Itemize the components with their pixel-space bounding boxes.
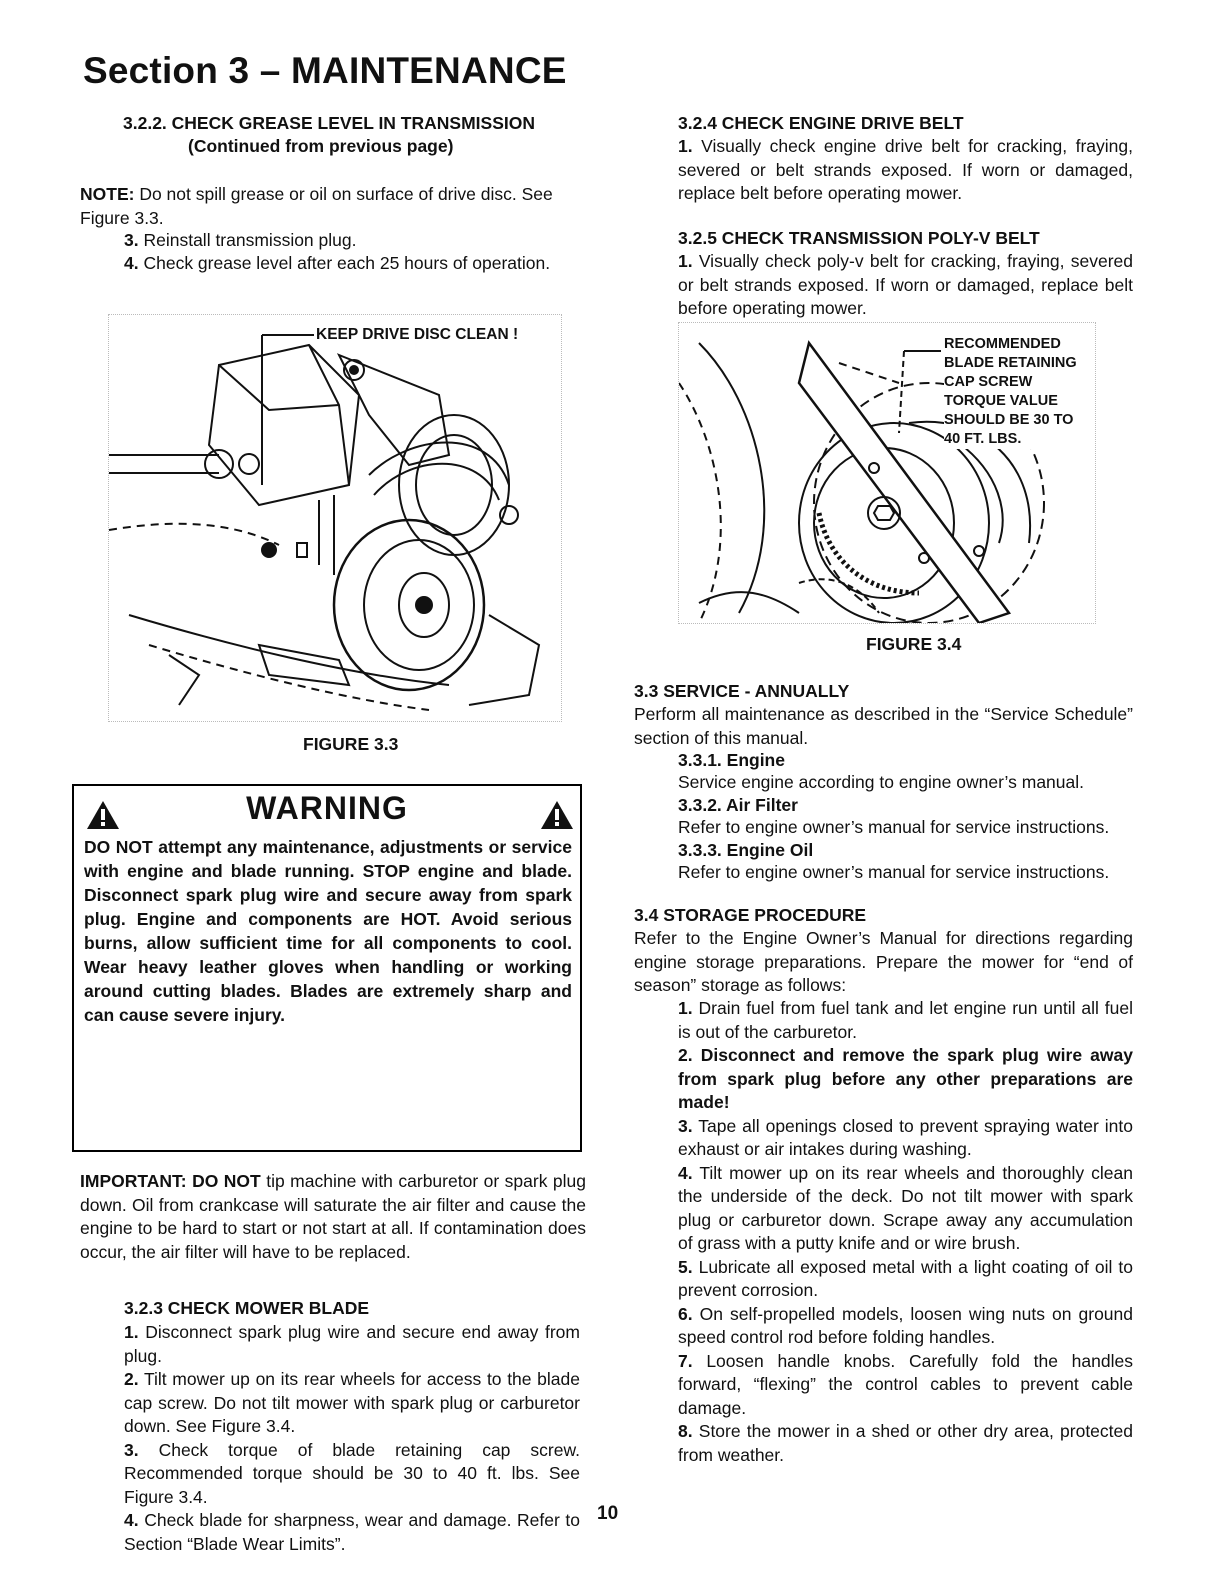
callout-line: SHOULD BE 30 TO — [944, 412, 1074, 428]
important-text: tip machine with carburetor or spark plug down. Oil from crankcase will saturate the air filter and cause the engine to be hard to start or not start at all. If contamination does occur, the air filter will have to be replaced. — [80, 1171, 586, 1262]
step-text: Disconnect spark plug wire and secure end away from plug. — [124, 1322, 580, 1366]
page-number: 10 — [597, 1503, 619, 1524]
section-3-3-1-text: Service engine according to engine owner’s manual. — [678, 772, 1084, 792]
step-number: 4. — [678, 1162, 693, 1183]
step-text: Reinstall transmission plug. — [138, 230, 357, 250]
step-number: 1. — [678, 136, 693, 156]
step-text: Tilt mower up on its rear wheels and thoroughly clean the underside of the deck. Do not tilt mower with spark plug or carburetor down. Scrape away any accumulation of grass with a putty knife and or wire brush. — [678, 1162, 1133, 1253]
list-item — [124, 1321, 580, 1368]
section-3-2-4-text — [678, 135, 1133, 206]
list-item — [124, 1439, 580, 1510]
callout-line: TORQUE VALUE — [944, 393, 1058, 409]
step-text: Visually check engine drive belt for cracking, fraying, severed or belt strands exposed. If worn or damaged, replace belt before operating mower. — [678, 136, 1133, 203]
step-3-reinstall — [124, 229, 580, 253]
step-number: 5. — [678, 1256, 693, 1277]
section-3-3-heading: 3.3 SERVICE - ANNUALLY — [634, 681, 850, 701]
step-number: 1. — [124, 1322, 139, 1342]
list-item — [678, 1303, 1133, 1350]
section-3-4-heading: 3.4 STORAGE PROCEDURE — [634, 905, 867, 925]
callout-line: BLADE RETAINING — [944, 355, 1077, 371]
step-text: Store the mower in a shed or other dry area, protected from weather. — [678, 1421, 1133, 1465]
warning-title: WARNING — [246, 790, 408, 826]
list-item — [678, 1115, 1133, 1162]
step-number: 2. — [678, 1045, 693, 1065]
section-3-2-4-heading: 3.2.4 CHECK ENGINE DRIVE BELT — [678, 113, 964, 133]
section-3-2-3-steps — [124, 1321, 580, 1556]
section-3-3-3-text: Refer to engine owner’s manual for service instructions. — [678, 862, 1110, 882]
page-title: Section 3 – MAINTENANCE — [83, 50, 567, 91]
note-label: NOTE: — [80, 184, 135, 204]
list-item — [124, 1509, 580, 1556]
callout-line: 40 FT. LBS. — [944, 431, 1022, 447]
continued-note: (Continued from previous page) — [188, 136, 454, 156]
step-text: Tilt mower up on its rear wheels for access to the blade cap screw. Do not tilt mower with spark plug or carburetor down. See Figure 3.4. — [124, 1369, 580, 1436]
list-item — [678, 1256, 1133, 1303]
transmission-drive-illustration — [109, 315, 561, 721]
callout-line: CAP SCREW — [944, 374, 1033, 390]
step-text: Check grease level after each 25 hours of operation. — [138, 253, 551, 273]
warning-triangle-icon — [540, 800, 574, 830]
list-item — [678, 1044, 1133, 1115]
step-number: 7. — [678, 1350, 693, 1371]
step-text: Check torque of blade retaining cap screw. Recommended torque should be 30 to 40 ft. lbs. See Figure 3.4. — [124, 1439, 580, 1507]
section-3-4-steps — [678, 997, 1133, 1467]
section-3-2-2-heading: 3.2.2. CHECK GREASE LEVEL IN TRANSMISSION — [123, 113, 535, 133]
step-number: 3. — [124, 230, 139, 250]
warning-box — [72, 784, 582, 1152]
step-text: Tape all openings closed to prevent spraying water into exhaust or air intakes during washing. — [678, 1115, 1133, 1159]
step-number: 3. — [678, 1115, 693, 1136]
figure-3-4-callout — [944, 335, 1077, 449]
section-3-2-5-text — [678, 250, 1133, 321]
callout-line: RECOMMENDED — [944, 336, 1061, 352]
step-text: Check blade for sharpness, wear and damage. Refer to Section “Blade Wear Limits”. — [124, 1510, 580, 1554]
list-item — [124, 1368, 580, 1439]
section-3-3-text: Perform all maintenance as described in the “Service Schedule” section of this manual. — [634, 704, 1133, 748]
list-item — [678, 997, 1133, 1044]
step-number: 2. — [124, 1369, 139, 1389]
note-paragraph — [80, 183, 580, 230]
figure-3-4-caption: FIGURE 3.4 — [866, 634, 962, 654]
step-text: Disconnect and remove the spark plug wire away from spark plug before any other preparations are made! — [678, 1045, 1133, 1112]
list-item — [678, 1420, 1133, 1467]
step-text: Drain fuel from fuel tank and let engine run until all fuel is out of the carburetor. — [678, 998, 1133, 1042]
figure-3-3-caption: FIGURE 3.3 — [303, 734, 399, 754]
section-3-3-1-heading: 3.3.1. Engine — [678, 750, 785, 770]
step-number: 4. — [124, 253, 139, 273]
step-number: 6. — [678, 1303, 693, 1324]
list-item — [678, 1350, 1133, 1421]
section-3-3-2-heading: 3.3.2. Air Filter — [678, 795, 798, 815]
important-paragraph — [80, 1170, 586, 1264]
figure-3-3-illustration — [108, 314, 562, 722]
step-4-check-grease — [124, 252, 580, 276]
section-3-3-3-heading: 3.3.3. Engine Oil — [678, 840, 814, 860]
note-text: Do not spill grease or oil on surface of drive disc. See Figure 3.3. — [80, 184, 553, 228]
section-3-2-5-heading: 3.2.5 CHECK TRANSMISSION POLY-V BELT — [678, 228, 1040, 248]
step-text: Visually check poly-v belt for cracking, fraying, severed or belt strands exposed. If worn or damaged, replace belt before operating mower. — [678, 251, 1133, 318]
step-number: 8. — [678, 1421, 693, 1441]
step-text: Loosen handle knobs. Carefully fold the handles forward, “flexing” the control cables to prevent cable damage. — [678, 1350, 1133, 1418]
step-number: 1. — [678, 998, 693, 1018]
list-item — [678, 1162, 1133, 1256]
step-text: On self-propelled models, loosen wing nuts on ground speed control rod before folding handles. — [678, 1303, 1133, 1347]
section-3-2-3-heading: 3.2.3 CHECK MOWER BLADE — [124, 1298, 370, 1318]
important-label: IMPORTANT: DO NOT — [80, 1171, 261, 1191]
step-number: 4. — [124, 1510, 139, 1530]
section-3-3-2-text: Refer to engine owner’s manual for service instructions. — [678, 817, 1110, 837]
step-text: Lubricate all exposed metal with a light coating of oil to prevent corrosion. — [678, 1256, 1133, 1300]
step-number: 3. — [124, 1439, 139, 1460]
figure-3-3-callout: KEEP DRIVE DISC CLEAN ! — [316, 326, 519, 343]
warning-text: DO NOT attempt any maintenance, adjustments or service with engine and blade running. STOP engine and blade. Disconnect spark plug wire and secure away from spark plug. Engine and components are HOT. Avoid serious burns, allow sufficient time for all components to cool. Wear heavy leather gloves when handling or working around cutting blades. Blades are extremely sharp and can cause severe injury. — [84, 837, 572, 1025]
step-number: 1. — [678, 251, 693, 271]
section-3-4-intro: Refer to the Engine Owner’s Manual for directions regarding engine storage preparations. Prepare the mower for “end of season” storage as follows: — [634, 928, 1133, 995]
